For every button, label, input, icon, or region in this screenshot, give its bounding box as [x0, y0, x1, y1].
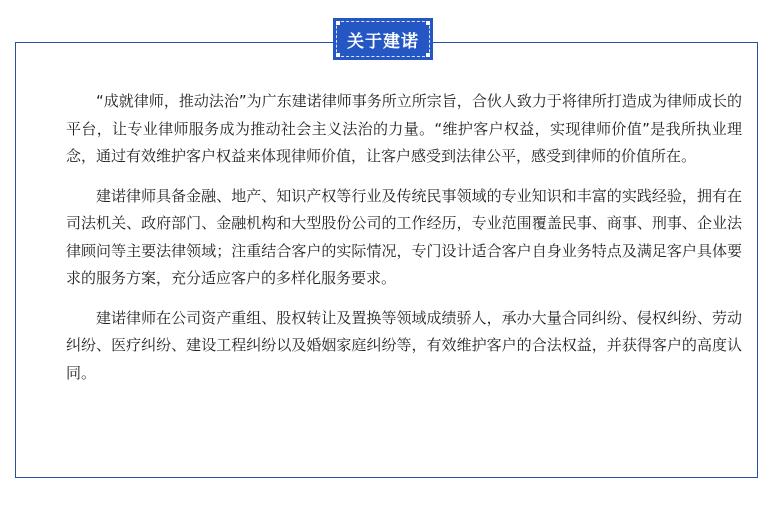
- badge-corner-dot: [426, 21, 430, 25]
- paragraph-achievements: 建诺律师在公司资产重组、股权转让及置换等领域成绩骄人，承办大量合同纠纷、侵权纠纷、劳动纠纷、医疗纠纷、建设工程纠纷以及婚姻家庭纠纷等，有效维护客户的合法权益，并获得客户的高度认同。: [66, 308, 742, 382]
- section-title: 关于建诺: [347, 31, 419, 52]
- badge-corner-dot: [336, 53, 340, 57]
- paragraph-mission: “成就律师，推动法治”为广东建诺律师事务所立所宗旨，合伙人致力于将律所打造成为律师成长的平台，让专业律师服务成为推动社会主义法治的力量。“维护客户权益，实现律师价值”是我所执业理念，通过有效维护客户权益来体现律师价值，让客户感受到法律公平，感受到律师的价值所在。: [66, 92, 742, 165]
- badge-corner-dot: [336, 21, 340, 25]
- section-title-badge: [333, 18, 433, 60]
- badge-corner-dot: [426, 53, 430, 57]
- paragraph-expertise: 建诺律师具备金融、地产、知识产权等行业及传统民事领域的专业知识和丰富的实践经验，拥有在司法机关、政府部门、金融机构和大型股份公司的工作经历，专业范围覆盖民事、商事、刑事、企业法律顾问等主要法律领域；注重结合客户的实际情况，专门设计适合客户自身业务特点及满足客户具体要求的服务方案，充分适应客户的多样化服务要求。: [66, 186, 742, 287]
- about-content: [66, 88, 742, 399]
